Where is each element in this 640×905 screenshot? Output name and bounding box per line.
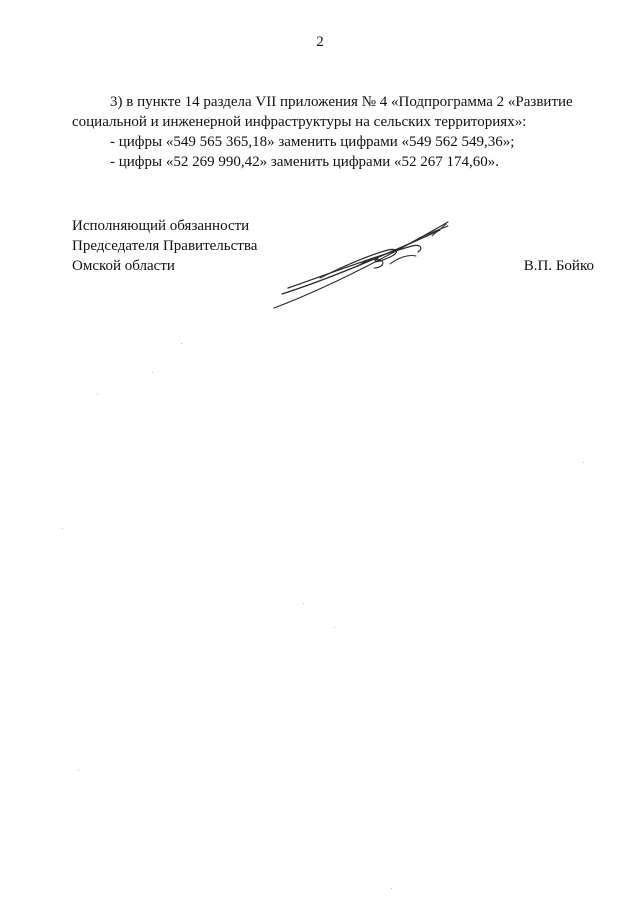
paragraph-line: социальной и инженерной инфраструктуры на сельских территориях»: [72,114,527,130]
page-number: 2 [316,34,324,50]
paragraph-line: 3) в пункте 14 раздела VII приложения № 4 «Подпрограмма 2 «Развитие [110,94,573,110]
scan-speck [97,394,98,395]
scan-speck [334,627,335,628]
amendment-item: - цифры «52 269 990,42» заменить цифрами «52 267 174,60». [110,154,499,170]
signatory-title-line: Омской области [72,258,175,274]
signatory-title [72,216,257,276]
scan-speck [62,528,63,529]
amendment-item: - цифры «549 565 365,18» заменить цифрами «549 562 549,36»; [110,134,515,150]
scan-speck [303,603,304,604]
signatory-title-line: Председателя Правительства [72,238,258,254]
scan-speck [152,372,153,373]
scan-speck [181,343,182,344]
scan-speck [391,888,392,889]
scan-speck [78,770,79,771]
scan-speck [583,462,584,463]
signatory-title-line: Исполняющий обязанности [72,218,250,234]
amendment-text [72,92,614,172]
signer-name: В.П. Бойко [523,258,594,274]
handwritten-signature [262,212,472,316]
